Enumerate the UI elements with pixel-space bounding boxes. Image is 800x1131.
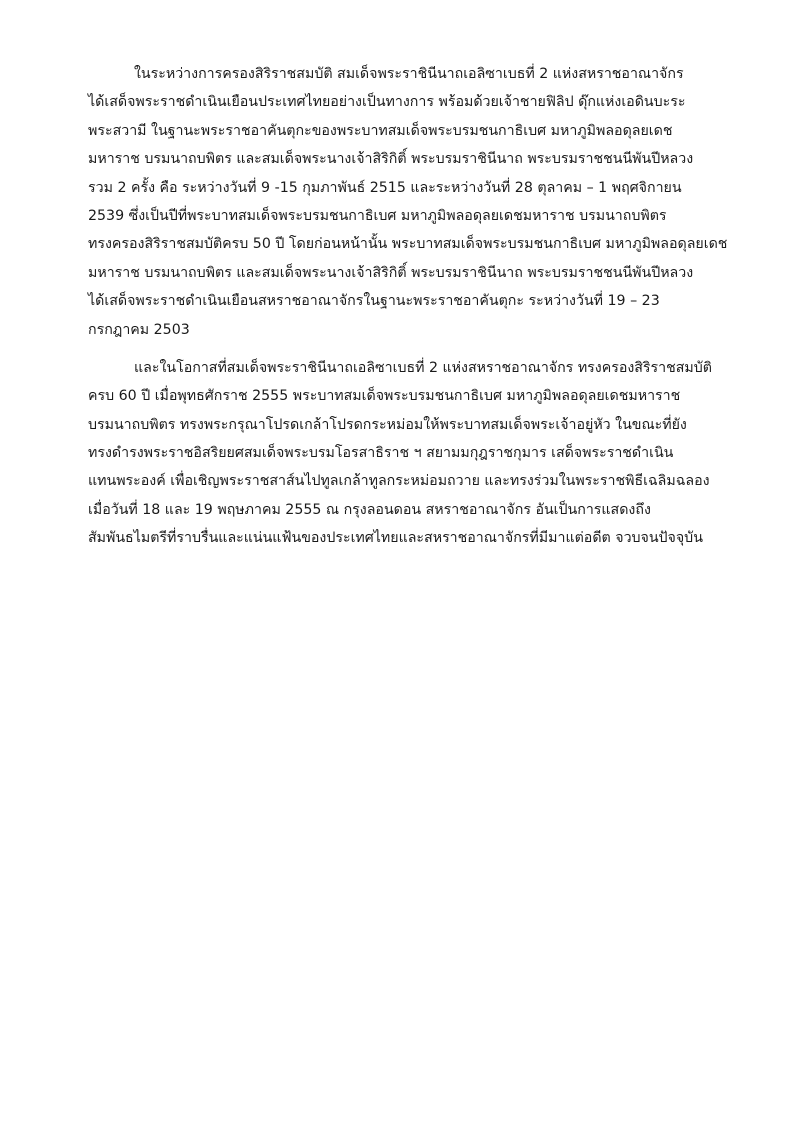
paragraph-spacer <box>88 344 714 354</box>
paragraph-1 <box>88 60 728 344</box>
paragraph-line: ครบ 60 ปี เมื่อพุทธศักราช 2555 พระบาทสมเด็จพระบรมชนกาธิเบศ มหาภูมิพลอดุลยเดชมหาราช <box>88 388 681 405</box>
paragraph-line: และในโอกาสที่สมเด็จพระราชินีนาถเอลิซาเบธที่ 2 แห่งสหราชอาณาจักร ทรงครองสิริราชสมบัติ <box>134 359 713 376</box>
paragraph-line: กรกฎาคม 2503 <box>88 321 190 338</box>
paragraph-line: มหาราช บรมนาถบพิตร และสมเด็จพระนางเจ้าสิริกิติ์ พระบรมราชินีนาถ พระบรมราชชนนีพันปีหลวง <box>88 151 694 168</box>
paragraph-line: ทรงดำรงพระราชอิสริยยศสมเด็จพระบรมโอรสาธิราช ฯ สยามมกุฎราชกุมาร เสด็จพระราชดำเนิน <box>88 445 674 462</box>
paragraph-line: ได้เสด็จพระราชดำเนินเยือนสหราชอาณาจักรในฐานะพระราชอาคันตุกะ ระหว่างวันที่ 19 – 23 <box>88 293 660 310</box>
paragraph-line: ในระหว่างการครองสิริราชสมบัติ สมเด็จพระราชินีนาถเอลิซาเบธที่ 2 แห่งสหราชอาณาจักร <box>134 66 684 82</box>
paragraph-line: แทนพระองค์ เพื่อเชิญพระราชสาส์นไปทูลเกล้าทูลกระหม่อมถวาย และทรงร่วมในพระราชพิธีเฉลิมฉลอง <box>88 473 710 490</box>
paragraph-line: 2539 ซึ่งเป็นปีที่พระบาทสมเด็จพระบรมชนกาธิเบศ มหาภูมิพลอดุลยเดชมหาราช บรมนาถบพิตร <box>88 207 667 224</box>
paragraph-line: สัมพันธไมตรีที่ราบรื่นและแน่นแฟ้นของประเทศไทยและสหราชอาณาจักรที่มีมาแต่อดีต จวบจนปัจจุบัน <box>88 530 703 547</box>
paragraph-line: รวม 2 ครั้ง คือ ระหว่างวันที่ 9 -15 กุมภาพันธ์ 2515 และระหว่างวันที่ 28 ตุลาคม – 1 พฤศจิกายน <box>88 179 682 196</box>
paragraph-line: พระสวามี ในฐานะพระราชอาคันตุกะของพระบาทสมเด็จพระบรมชนกาธิเบศ มหาภูมิพลอดุลยเดช <box>88 122 673 139</box>
paragraph-line: บรมนาถบพิตร ทรงพระกรุณาโปรดเกล้าโปรดกระหม่อมให้พระบาทสมเด็จพระเจ้าอยู่หัว ในขณะที่ยัง <box>88 416 687 433</box>
paragraph-line: ได้เสด็จพระราชดำเนินเยือนประเทศไทยอย่างเป็นทางการ พร้อมด้วยเจ้าชายฟิลิป ดุ๊กแห่งเอดินบะระ <box>88 94 686 111</box>
paragraph-line: ทรงครองสิริราชสมบัติครบ 50 ปี โดยก่อนหน้านั้น พระบาทสมเด็จพระบรมชนกาธิเบศ มหาภูมิพลอดุลยเดช <box>88 236 728 253</box>
paragraph-line: มหาราช บรมนาถบพิตร และสมเด็จพระนางเจ้าสิริกิติ์ พระบรมราชินีนาถ พระบรมราชชนนีพันปีหลวง <box>88 264 694 281</box>
paragraph-line: เมื่อวันที่ 18 และ 19 พฤษภาคม 2555 ณ กรุงลอนดอน สหราชอาณาจักร อันเป็นการแสดงถึง <box>88 501 651 518</box>
paragraph-2 <box>88 354 714 553</box>
document-body <box>88 60 728 553</box>
